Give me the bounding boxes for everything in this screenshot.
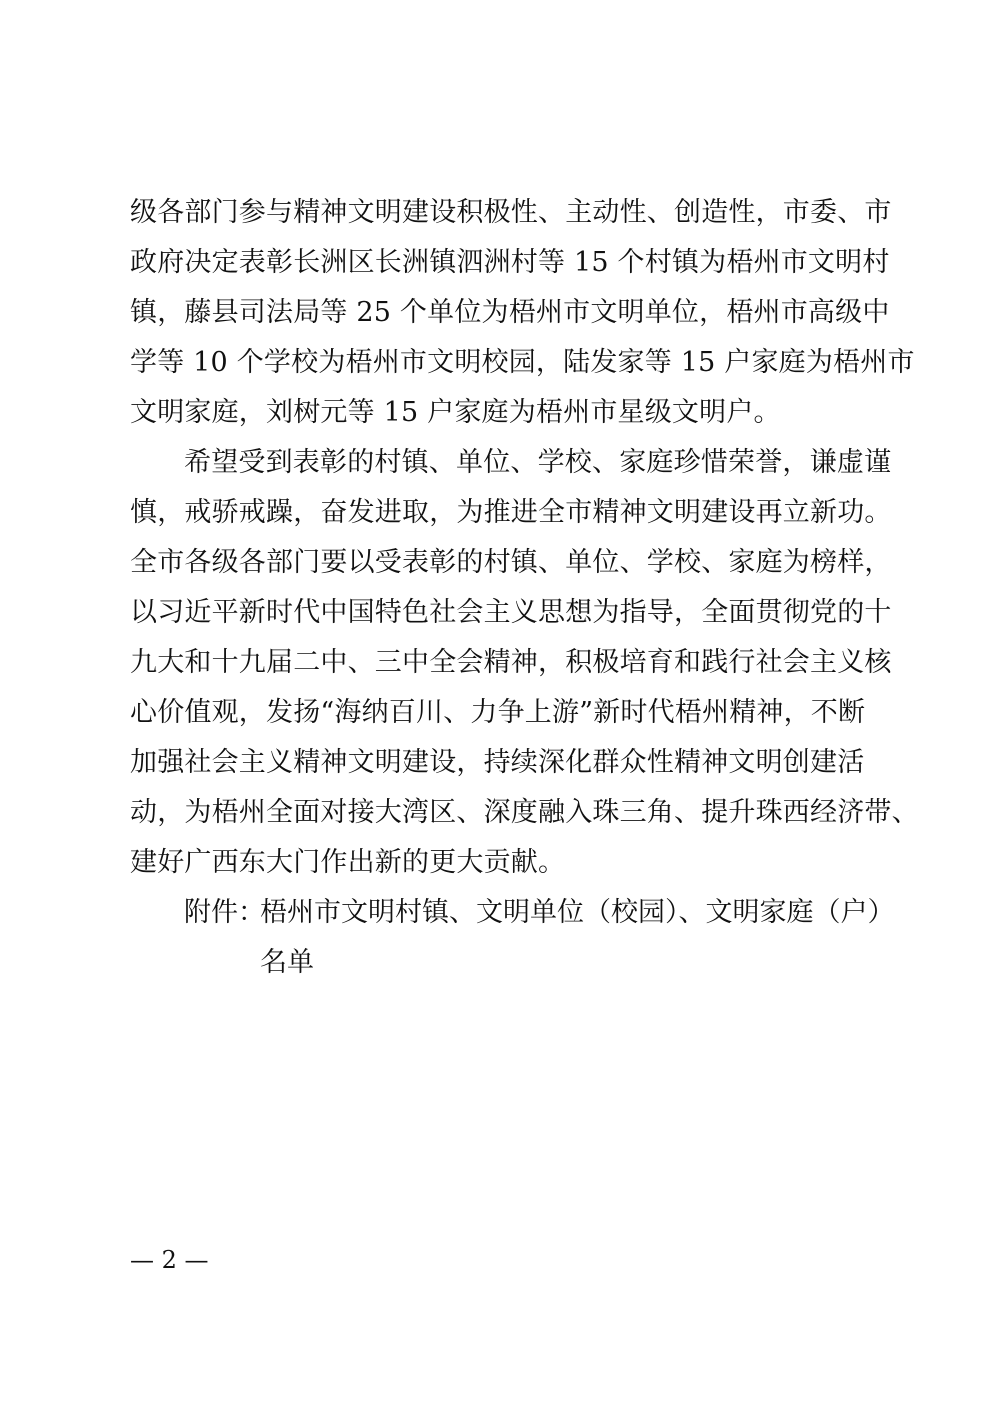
page-number: — 2 — bbox=[130, 1246, 209, 1274]
paragraph-2-line-1: 希望受到表彰的村镇、单位、学校、家庭珍惜荣誉，谦虚谨 bbox=[184, 447, 892, 478]
paragraph-2-line-4: 以习近平新时代中国特色社会主义思想为指导，全面贯彻党的十 bbox=[130, 597, 892, 628]
paragraph-1-line-5: 文明家庭，刘树元等 15 户家庭为梧州市星级文明户。 bbox=[130, 397, 781, 428]
paragraph-2-line-9: 建好广西东大门作出新的更大贡献。 bbox=[130, 847, 566, 878]
paragraph-2-line-8: 动，为梧州全面对接大湾区、深度融入珠三角、提升珠西经济带、 bbox=[130, 797, 919, 828]
attachment-label: 附件： bbox=[184, 897, 265, 928]
paragraph-2-line-3: 全市各级各部门要以受表彰的村镇、单位、学校、家庭为榜样， bbox=[130, 547, 892, 578]
attachment-line-1: 梧州市文明村镇、文明单位（校园）、文明家庭（户） bbox=[260, 897, 895, 928]
paragraph-1-line-3: 镇，藤县司法局等 25 个单位为梧州市文明单位，梧州市高级中 bbox=[130, 297, 890, 328]
paragraph-2-line-5: 九大和十九届二中、三中全会精神，积极培育和践行社会主义核 bbox=[130, 647, 892, 678]
paragraph-1-line-1: 级各部门参与精神文明建设积极性、主动性、创造性，市委、市 bbox=[130, 197, 892, 228]
attachment-line-2: 名单 bbox=[260, 947, 314, 978]
paragraph-1-line-4: 学等 10 个学校为梧州市文明校园，陆发家等 15 户家庭为梧州市 bbox=[130, 347, 915, 378]
paragraph-2-line-7: 加强社会主义精神文明建设，持续深化群众性精神文明创建活 bbox=[130, 747, 865, 778]
paragraph-2-line-2: 慎，戒骄戒躁，奋发进取，为推进全市精神文明建设再立新功。 bbox=[130, 497, 892, 528]
paragraph-1-line-2: 政府决定表彰长洲区长洲镇泗洲村等 15 个村镇为梧州市文明村 bbox=[130, 247, 890, 278]
paragraph-2-line-6: 心价值观，发扬“海纳百川、力争上游”新时代梧州精神，不断 bbox=[130, 697, 866, 728]
